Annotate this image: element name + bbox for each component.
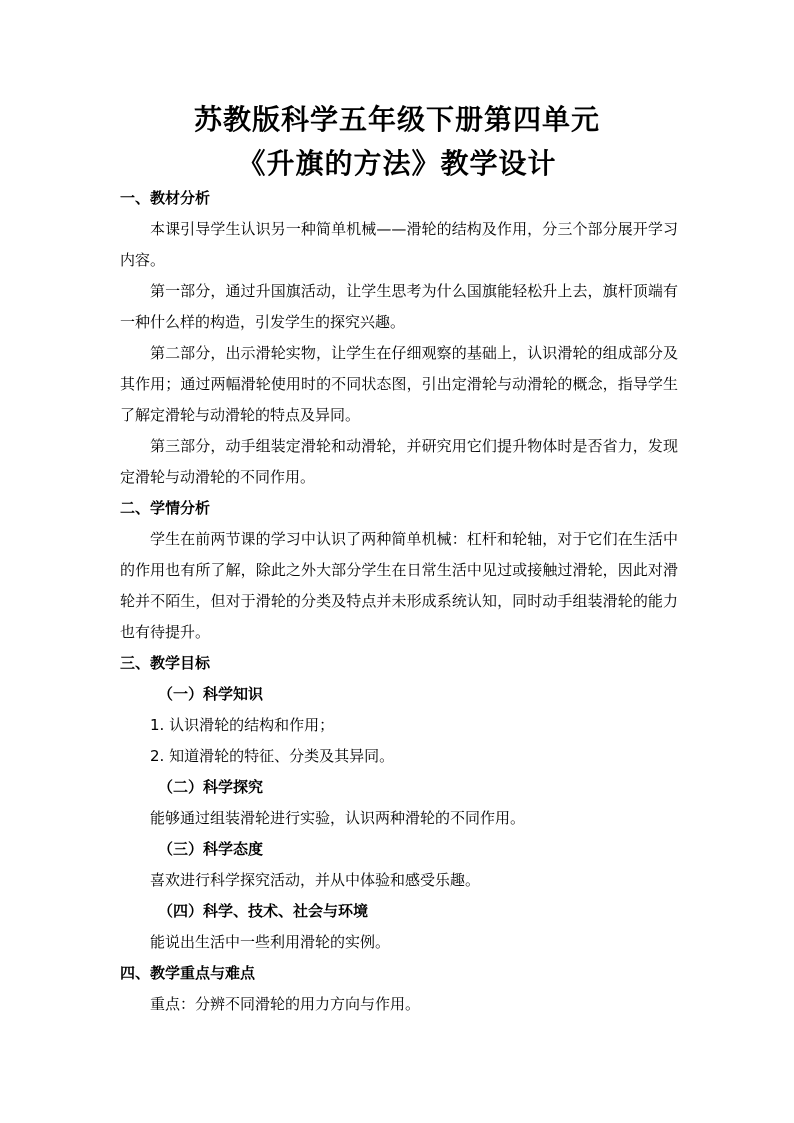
section-heading-student-analysis: 二、学情分析 xyxy=(120,499,211,517)
paragraph: 学生在前两节课的学习中认识了两种简单机械：杠杆和轮轴，对于它们在生活中的作用也有所了解，除此之外大部分学生在日常生活中见过或接触过滑轮，因此对滑轮并不陌生，但对于滑轮的分类及特点并未形成系统认知，同时动手组装滑轮的能力也有待提升。 xyxy=(120,530,678,641)
section-heading-teaching-goals: 三、教学目标 xyxy=(120,654,211,672)
subheading-science-attitude: （三）科学态度 xyxy=(158,840,264,858)
paragraph: 能说出生活中一些利用滑轮的实例。 xyxy=(150,933,391,951)
document-body xyxy=(120,183,678,1020)
document-title-line1: 苏教版科学五年级下册第四单元 xyxy=(193,103,600,136)
paragraph: 第一部分，通过升国旗活动，让学生思考为什么国旗能轻松升上去，旗杆顶端有一种什么样的构造，引发学生的探究兴趣。 xyxy=(120,282,678,331)
subheading-science-inquiry: （二）科学探究 xyxy=(158,778,264,796)
paragraph: 本课引导学生认识另一种简单机械——滑轮的结构及作用，分三个部分展开学习内容。 xyxy=(120,220,678,269)
section-heading-textbook-analysis: 一、教材分析 xyxy=(120,189,211,207)
paragraph: 第二部分，出示滑轮实物，让学生在仔细观察的基础上，认识滑轮的组成部分及其作用；通过两幅滑轮使用时的不同状态图，引出定滑轮与动滑轮的概念，指导学生了解定滑轮与动滑轮的特点及异同。 xyxy=(120,344,678,424)
paragraph: 喜欢进行科学探究活动，并从中体验和感受乐趣。 xyxy=(150,871,481,889)
section-heading-key-points: 四、教学重点与难点 xyxy=(120,964,256,982)
paragraph: 能够通过组装滑轮进行实验，认识两种滑轮的不同作用。 xyxy=(150,809,526,827)
paragraph: 第三部分，动手组装定滑轮和动滑轮，并研究用它们提升物体时是否省力，发现定滑轮与动滑轮的不同作用。 xyxy=(120,437,678,486)
list-item: 1. 认识滑轮的结构和作用； xyxy=(150,716,335,734)
list-item: 2. 知道滑轮的特征、分类及其异同。 xyxy=(150,747,395,765)
subheading-sts-environment: （四）科学、技术、社会与环境 xyxy=(158,902,369,920)
subheading-science-knowledge: （一）科学知识 xyxy=(158,685,264,703)
document-title-line2: 《升旗的方法》教学设计 xyxy=(237,147,557,180)
paragraph: 重点：分辨不同滑轮的用力方向与作用。 xyxy=(150,995,421,1013)
